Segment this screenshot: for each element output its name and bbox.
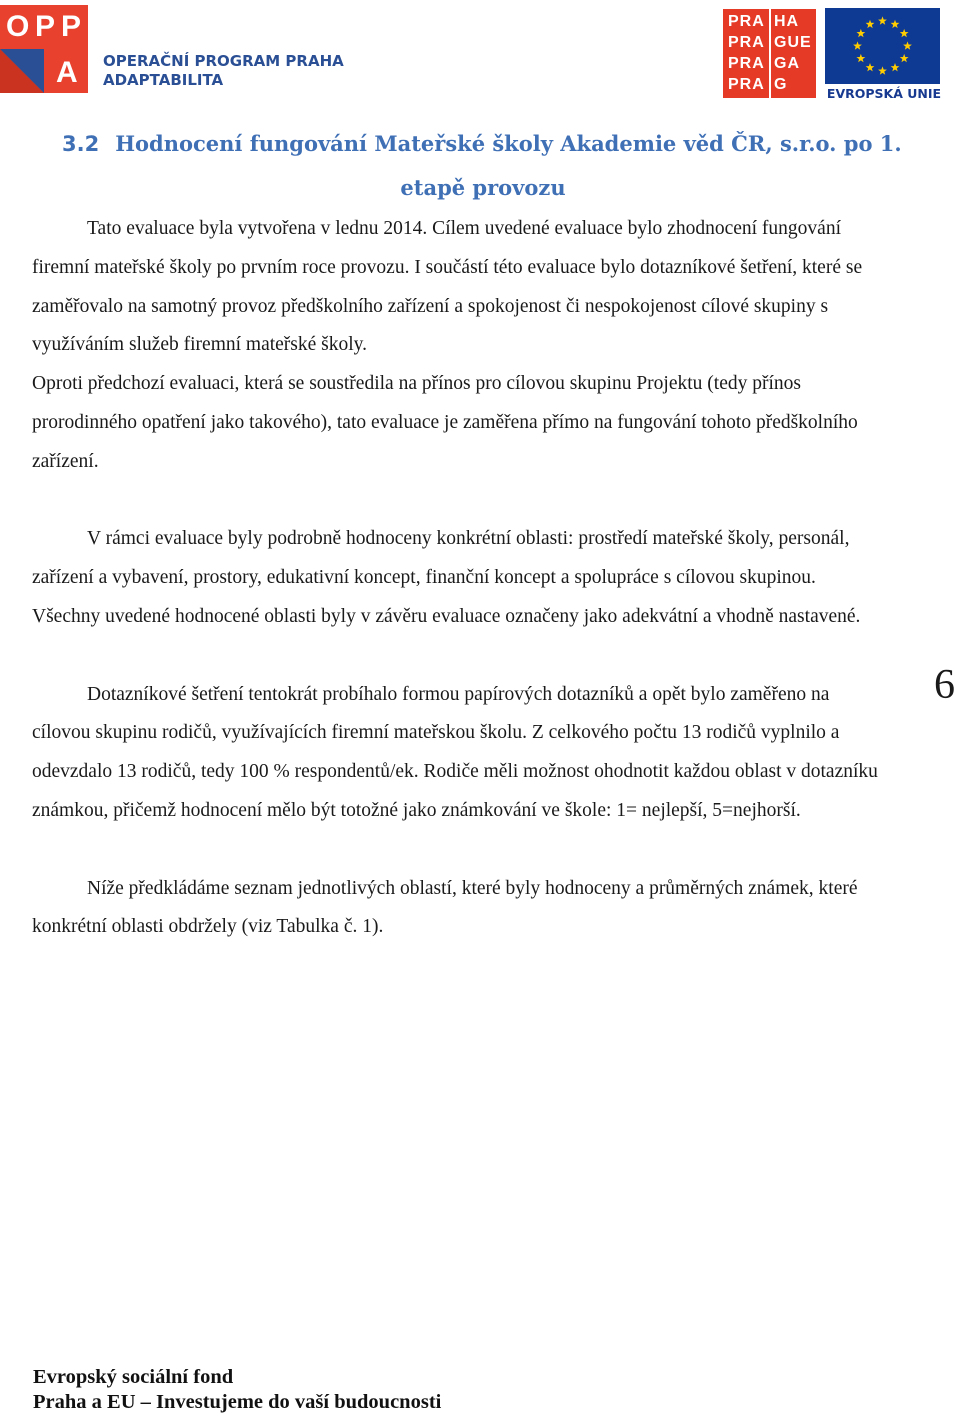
page-footer	[33, 1365, 441, 1415]
paragraph-table-reference: Níže předkládáme seznam jednotlivých oblastí, které byly hodnoceny a průměrných známek, které konkrétní oblasti obdržely (viz Tabulka č. 1).	[32, 877, 858, 938]
eu-flag-icon	[825, 8, 940, 84]
document-body	[32, 210, 882, 947]
paragraph-previous-evaluation: Oproti předchozí evaluaci, která se soustředila na přínos pro cílovou skupinu Projektu (tedy přínos prorodinného opatření jako takového), tato evaluace je zaměřena přímo na fungování tohoto předškolního zařízení.	[32, 373, 858, 472]
oppa-program-line2: ADAPTABILITA	[103, 71, 224, 89]
section-title-line1: Hodnocení fungování Mateřské školy Akademie věd ČR, s.r.o. po 1.	[115, 131, 902, 156]
paragraph-spacer	[32, 482, 882, 521]
oppa-program-name	[103, 52, 344, 90]
praha-cell-right-3: GA	[774, 55, 800, 72]
page-number: 6	[934, 662, 955, 708]
paragraph-evaluated-areas: V rámci evaluace byly podrobně hodnoceny konkrétní oblasti: prostředí mateřské školy, personál, zařízení a vybavení, prostory, edukativní koncept, finanční koncept a spolupráce s cílovou skupinou. Všechny uvedené hodnocené oblasti byly v závěru evaluace označeny jako adekvátní a vhodně nastavené.	[32, 528, 861, 627]
eu-logo-label: EVROPSKÁ UNIE	[826, 86, 942, 101]
oppa-letter-p1: P	[35, 10, 56, 43]
footer-line2: Praha a EU – Investujeme do vaší budoucnosti	[33, 1391, 442, 1413]
section-heading-line1	[62, 127, 902, 161]
praha-cell-right-4: G	[774, 76, 788, 93]
footer-line1: Evropský sociální fond	[33, 1366, 234, 1388]
oppa-letter-a: A	[56, 56, 78, 89]
praha-cell-left-4: PRA	[728, 76, 765, 93]
praha-cell-left-3: PRA	[728, 55, 765, 72]
oppa-program-line1: OPERAČNÍ PROGRAM PRAHA	[103, 52, 344, 70]
oppa-logo	[0, 5, 344, 95]
praha-logo-divider	[769, 9, 771, 98]
praha-cell-right-2: GUE	[774, 34, 812, 51]
section-title-line2: etapě provozu	[400, 175, 566, 200]
paragraph-spacer	[32, 831, 882, 870]
oppa-letter-o: O	[6, 10, 30, 43]
praha-logo	[723, 9, 816, 98]
section-number: 3.2	[62, 132, 100, 156]
paragraph-evaluation-intro: Tato evaluace byla vytvořena v lednu 2014. Cílem uvedené evaluace bylo zhodnocení fungování firemní mateřské školy po prvním roce provozu. I součástí této evaluace bylo dotazníkové šetření, které se zaměřovalo na samotný provoz předškolního zařízení a spokojenost či nespokojenost cílové skupiny s využíváním služeb firemní mateřské školy.	[32, 218, 863, 356]
praha-cell-right-1: HA	[774, 13, 800, 30]
paragraph-spacer	[32, 637, 882, 676]
oppa-letter-p2: P	[61, 10, 82, 43]
praha-cell-left-2: PRA	[728, 34, 765, 51]
praha-cell-left-1: PRA	[728, 13, 765, 30]
paragraph-questionnaire: Dotazníkové šetření tentokrát probíhalo formou papírových dotazníků a opět bylo zaměřeno na cílovou skupinu rodičů, využívajících firemní mateřskou školu. Z celkového počtu 13 rodičů vyplnilo a odevzdalo 13 rodičů, tedy 100 % respondentů/ek. Rodiče měli možnost ohodnotit každou oblast v dotazníku známkou, přičemž hodnocení mělo být totožné jako známkování ve škole: 1= nejlepší, 5=nejhorší.	[32, 683, 878, 821]
eu-logo	[825, 8, 943, 100]
